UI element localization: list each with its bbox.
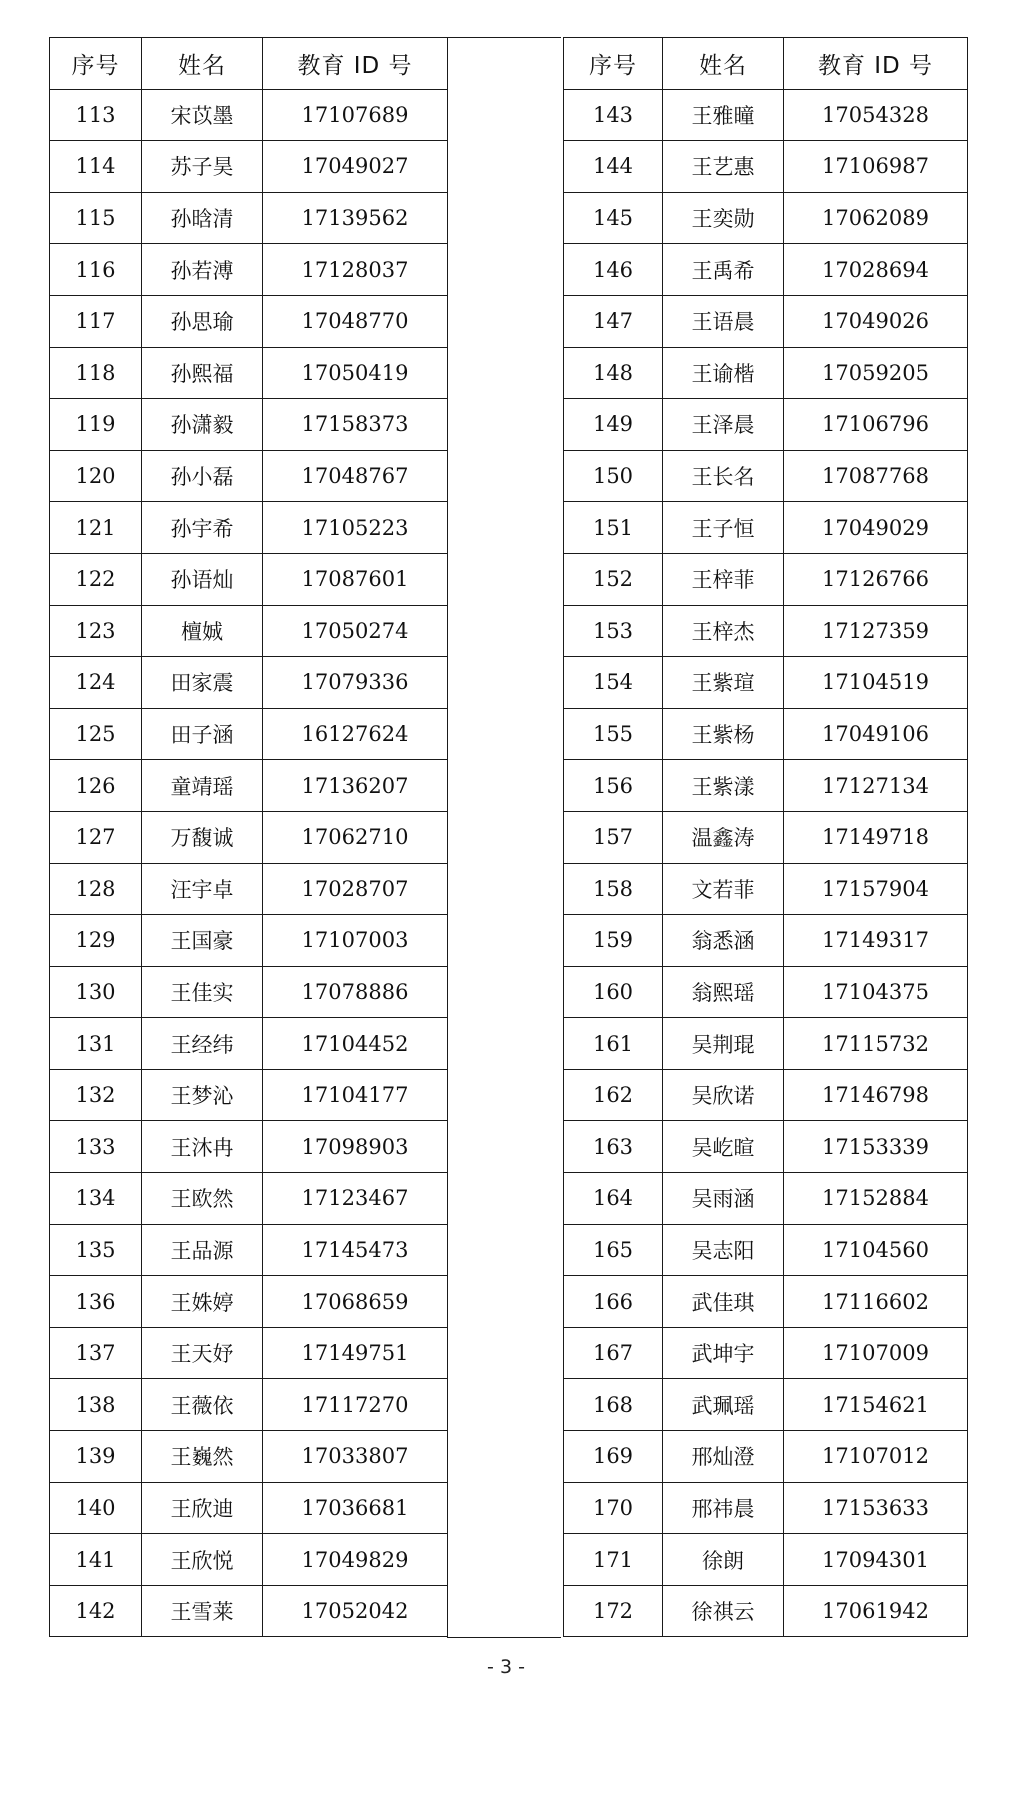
name-cell: 武坤宇 [663, 1327, 784, 1379]
table-row [50, 1327, 448, 1379]
table-row [50, 605, 448, 657]
edu-id-cell: 17087768 [784, 450, 968, 502]
seq-cell: 114 [50, 141, 142, 193]
name-cell: 武珮瑶 [663, 1379, 784, 1431]
name-cell: 邢祎晨 [663, 1482, 784, 1534]
edu-id-cell: 17049026 [784, 295, 968, 347]
name-cell: 孙若溥 [142, 244, 263, 296]
table-row [50, 192, 448, 244]
edu-id-cell: 17050274 [263, 605, 448, 657]
seq-cell: 128 [50, 863, 142, 915]
seq-cell: 141 [50, 1534, 142, 1586]
seq-cell: 167 [564, 1327, 663, 1379]
table-row [564, 657, 968, 709]
name-cell: 王谕楷 [663, 347, 784, 399]
name-cell: 孙潇毅 [142, 399, 263, 451]
edu-id-cell: 17146798 [784, 1069, 968, 1121]
seq-cell: 139 [50, 1431, 142, 1483]
seq-cell: 163 [564, 1121, 663, 1173]
edu-id-cell: 17152884 [784, 1173, 968, 1225]
table-row [564, 811, 968, 863]
seq-cell: 130 [50, 966, 142, 1018]
edu-id-cell: 17049829 [263, 1534, 448, 1586]
edu-id-cell: 17154621 [784, 1379, 968, 1431]
edu-id-cell: 17117270 [263, 1379, 448, 1431]
table-row [564, 89, 968, 141]
seq-cell: 136 [50, 1276, 142, 1328]
edu-id-cell: 17149751 [263, 1327, 448, 1379]
table-row [564, 244, 968, 296]
edu-id-cell: 17107003 [263, 915, 448, 967]
name-cell: 苏子昊 [142, 141, 263, 193]
seq-cell: 115 [50, 192, 142, 244]
name-cell: 王欣迪 [142, 1482, 263, 1534]
edu-id-cell: 17050419 [263, 347, 448, 399]
seq-cell: 122 [50, 553, 142, 605]
name-cell: 孙熙福 [142, 347, 263, 399]
table-row [50, 657, 448, 709]
name-cell: 王国豪 [142, 915, 263, 967]
table-row [564, 760, 968, 812]
seq-cell: 118 [50, 347, 142, 399]
name-cell: 吴欣诺 [663, 1069, 784, 1121]
seq-cell: 146 [564, 244, 663, 296]
table-row [50, 450, 448, 502]
table-header-row [564, 38, 968, 90]
edu-id-cell: 17059205 [784, 347, 968, 399]
table-row [564, 502, 968, 554]
table-row [564, 915, 968, 967]
edu-id-cell: 17049029 [784, 502, 968, 554]
name-cell: 王雪莱 [142, 1585, 263, 1637]
name-cell: 王禹希 [663, 244, 784, 296]
table-row [50, 915, 448, 967]
edu-id-cell: 17106987 [784, 141, 968, 193]
seq-cell: 116 [50, 244, 142, 296]
table-row [564, 192, 968, 244]
table-row [50, 1018, 448, 1070]
table-row [564, 1327, 968, 1379]
edu-id-cell: 17068659 [263, 1276, 448, 1328]
name-cell: 王经纬 [142, 1018, 263, 1070]
name-cell: 田子涵 [142, 708, 263, 760]
seq-cell: 169 [564, 1431, 663, 1483]
seq-cell: 120 [50, 450, 142, 502]
seq-cell: 119 [50, 399, 142, 451]
name-cell: 王紫漾 [663, 760, 784, 812]
table-row [50, 1121, 448, 1173]
seq-cell: 156 [564, 760, 663, 812]
table-row [564, 1482, 968, 1534]
table-row [50, 1173, 448, 1225]
table-row [50, 295, 448, 347]
table-row [564, 863, 968, 915]
name-cell: 王紫瑄 [663, 657, 784, 709]
seq-cell: 138 [50, 1379, 142, 1431]
seq-cell: 145 [564, 192, 663, 244]
table-row [564, 1585, 968, 1637]
table-row [50, 502, 448, 554]
table-row [50, 811, 448, 863]
name-cell: 王天妤 [142, 1327, 263, 1379]
seq-header: 序号 [50, 38, 142, 90]
seq-cell: 161 [564, 1018, 663, 1070]
edu-id-cell: 17062710 [263, 811, 448, 863]
table-row [564, 1121, 968, 1173]
name-cell: 王艺惠 [663, 141, 784, 193]
table-row [50, 1585, 448, 1637]
edu-id-cell: 17106796 [784, 399, 968, 451]
name-cell: 王语晨 [663, 295, 784, 347]
seq-cell: 152 [564, 553, 663, 605]
name-cell: 孙小磊 [142, 450, 263, 502]
table-row [50, 89, 448, 141]
edu-id-cell: 17049027 [263, 141, 448, 193]
edu-id-header: 教育 ID 号 [263, 38, 448, 90]
edu-id-cell: 17157904 [784, 863, 968, 915]
name-cell: 王姝婷 [142, 1276, 263, 1328]
table-row [564, 1069, 968, 1121]
edu-id-cell: 17079336 [263, 657, 448, 709]
table-row [564, 347, 968, 399]
seq-cell: 131 [50, 1018, 142, 1070]
seq-cell: 137 [50, 1327, 142, 1379]
seq-cell: 123 [50, 605, 142, 657]
table-row [50, 760, 448, 812]
edu-id-cell: 17036681 [263, 1482, 448, 1534]
seq-cell: 158 [564, 863, 663, 915]
edu-id-cell: 17153633 [784, 1482, 968, 1534]
seq-cell: 132 [50, 1069, 142, 1121]
seq-cell: 121 [50, 502, 142, 554]
table-row [564, 1379, 968, 1431]
edu-id-cell: 17062089 [784, 192, 968, 244]
table-gap-spacer [447, 37, 561, 1638]
name-cell: 吴志阳 [663, 1224, 784, 1276]
edu-id-cell: 17104519 [784, 657, 968, 709]
seq-cell: 140 [50, 1482, 142, 1534]
edu-id-cell: 17149317 [784, 915, 968, 967]
edu-id-cell: 17028707 [263, 863, 448, 915]
seq-cell: 170 [564, 1482, 663, 1534]
table-row [564, 1431, 968, 1483]
name-cell: 王长名 [663, 450, 784, 502]
name-cell: 檀娍 [142, 605, 263, 657]
name-cell: 王沐冉 [142, 1121, 263, 1173]
table-header-row [50, 38, 448, 90]
name-cell: 王佳实 [142, 966, 263, 1018]
seq-cell: 166 [564, 1276, 663, 1328]
seq-cell: 129 [50, 915, 142, 967]
name-cell: 田家震 [142, 657, 263, 709]
seq-cell: 151 [564, 502, 663, 554]
table-row [50, 141, 448, 193]
name-header: 姓名 [663, 38, 784, 90]
table-row [564, 605, 968, 657]
page-number: - 3 - [487, 1656, 525, 1678]
edu-id-cell: 17123467 [263, 1173, 448, 1225]
table-row [564, 1018, 968, 1070]
seq-cell: 164 [564, 1173, 663, 1225]
table-row [50, 1224, 448, 1276]
edu-id-cell: 17126766 [784, 553, 968, 605]
name-cell: 翁悉涵 [663, 915, 784, 967]
name-cell: 王巍然 [142, 1431, 263, 1483]
seq-cell: 134 [50, 1173, 142, 1225]
seq-cell: 144 [564, 141, 663, 193]
table-row [564, 295, 968, 347]
edu-id-cell: 17127134 [784, 760, 968, 812]
table-row [50, 863, 448, 915]
name-cell: 王雅曈 [663, 89, 784, 141]
seq-header: 序号 [564, 38, 663, 90]
edu-id-cell: 17049106 [784, 708, 968, 760]
table-row [50, 1276, 448, 1328]
table-row [50, 1431, 448, 1483]
edu-id-cell: 17105223 [263, 502, 448, 554]
name-cell: 王欧然 [142, 1173, 263, 1225]
edu-id-cell: 17033807 [263, 1431, 448, 1483]
edu-id-cell: 17116602 [784, 1276, 968, 1328]
edu-id-cell: 17048770 [263, 295, 448, 347]
name-cell: 王薇依 [142, 1379, 263, 1431]
name-cell: 童靖瑶 [142, 760, 263, 812]
name-cell: 王子恒 [663, 502, 784, 554]
edu-id-cell: 17139562 [263, 192, 448, 244]
edu-id-cell: 17104177 [263, 1069, 448, 1121]
edu-id-cell: 17094301 [784, 1534, 968, 1586]
edu-id-cell: 17107689 [263, 89, 448, 141]
table-row [50, 1482, 448, 1534]
edu-id-cell: 16127624 [263, 708, 448, 760]
seq-cell: 149 [564, 399, 663, 451]
seq-cell: 125 [50, 708, 142, 760]
edu-id-cell: 17149718 [784, 811, 968, 863]
table-row [564, 1534, 968, 1586]
seq-cell: 113 [50, 89, 142, 141]
seq-cell: 148 [564, 347, 663, 399]
name-cell: 王紫杨 [663, 708, 784, 760]
edu-id-cell: 17104560 [784, 1224, 968, 1276]
edu-id-cell: 17104452 [263, 1018, 448, 1070]
name-cell: 王梓杰 [663, 605, 784, 657]
name-cell: 王奕勋 [663, 192, 784, 244]
edu-id-cell: 17054328 [784, 89, 968, 141]
name-cell: 邢灿澄 [663, 1431, 784, 1483]
seq-cell: 172 [564, 1585, 663, 1637]
name-cell: 王欣悦 [142, 1534, 263, 1586]
table-row [50, 244, 448, 296]
name-cell: 武佳琪 [663, 1276, 784, 1328]
seq-cell: 127 [50, 811, 142, 863]
edu-id-cell: 17052042 [263, 1585, 448, 1637]
edu-id-cell: 17028694 [784, 244, 968, 296]
name-cell: 徐祺云 [663, 1585, 784, 1637]
name-cell: 吴雨涵 [663, 1173, 784, 1225]
edu-id-cell: 17158373 [263, 399, 448, 451]
seq-cell: 126 [50, 760, 142, 812]
seq-cell: 117 [50, 295, 142, 347]
name-cell: 温鑫涛 [663, 811, 784, 863]
table-row [564, 1276, 968, 1328]
name-header: 姓名 [142, 38, 263, 90]
table-row [564, 708, 968, 760]
name-cell: 王品源 [142, 1224, 263, 1276]
name-cell: 王梓菲 [663, 553, 784, 605]
seq-cell: 143 [564, 89, 663, 141]
edu-id-cell: 17145473 [263, 1224, 448, 1276]
seq-cell: 142 [50, 1585, 142, 1637]
seq-cell: 157 [564, 811, 663, 863]
seq-cell: 124 [50, 657, 142, 709]
seq-cell: 162 [564, 1069, 663, 1121]
table-row [564, 1173, 968, 1225]
table-row [50, 1069, 448, 1121]
name-cell: 孙思瑜 [142, 295, 263, 347]
name-cell: 孙宇希 [142, 502, 263, 554]
edu-id-header: 教育 ID 号 [784, 38, 968, 90]
name-cell: 王泽晨 [663, 399, 784, 451]
seq-cell: 160 [564, 966, 663, 1018]
edu-id-cell: 17048767 [263, 450, 448, 502]
seq-cell: 168 [564, 1379, 663, 1431]
edu-id-cell: 17107012 [784, 1431, 968, 1483]
table-row [564, 141, 968, 193]
table-row [50, 347, 448, 399]
seq-cell: 171 [564, 1534, 663, 1586]
edu-id-cell: 17087601 [263, 553, 448, 605]
seq-cell: 155 [564, 708, 663, 760]
name-cell: 宋苡墨 [142, 89, 263, 141]
table-row [50, 966, 448, 1018]
name-cell: 万馥诚 [142, 811, 263, 863]
table-row [50, 1534, 448, 1586]
table-row [564, 399, 968, 451]
edu-id-cell: 17061942 [784, 1585, 968, 1637]
seq-cell: 135 [50, 1224, 142, 1276]
name-cell: 徐朗 [663, 1534, 784, 1586]
seq-cell: 159 [564, 915, 663, 967]
seq-cell: 147 [564, 295, 663, 347]
edu-id-cell: 17107009 [784, 1327, 968, 1379]
table-row [564, 1224, 968, 1276]
seq-cell: 133 [50, 1121, 142, 1173]
table-row [50, 1379, 448, 1431]
seq-cell: 165 [564, 1224, 663, 1276]
roster-table-left [49, 37, 448, 1637]
name-cell: 吴荆琨 [663, 1018, 784, 1070]
edu-id-cell: 17128037 [263, 244, 448, 296]
name-cell: 孙语灿 [142, 553, 263, 605]
roster-body-right [564, 89, 968, 1637]
seq-cell: 150 [564, 450, 663, 502]
table-row [564, 966, 968, 1018]
name-cell: 王梦沁 [142, 1069, 263, 1121]
name-cell: 翁熙瑶 [663, 966, 784, 1018]
edu-id-cell: 17104375 [784, 966, 968, 1018]
table-row [50, 399, 448, 451]
name-cell: 吴屹暄 [663, 1121, 784, 1173]
edu-id-cell: 17098903 [263, 1121, 448, 1173]
name-cell: 文若菲 [663, 863, 784, 915]
edu-id-cell: 17115732 [784, 1018, 968, 1070]
table-row [564, 553, 968, 605]
name-cell: 汪宇卓 [142, 863, 263, 915]
roster-body-left [50, 89, 448, 1637]
table-row [50, 553, 448, 605]
name-cell: 孙晗清 [142, 192, 263, 244]
seq-cell: 153 [564, 605, 663, 657]
edu-id-cell: 17136207 [263, 760, 448, 812]
edu-id-cell: 17153339 [784, 1121, 968, 1173]
table-row [564, 450, 968, 502]
edu-id-cell: 17078886 [263, 966, 448, 1018]
seq-cell: 154 [564, 657, 663, 709]
edu-id-cell: 17127359 [784, 605, 968, 657]
table-row [50, 708, 448, 760]
roster-table-right [563, 37, 968, 1637]
